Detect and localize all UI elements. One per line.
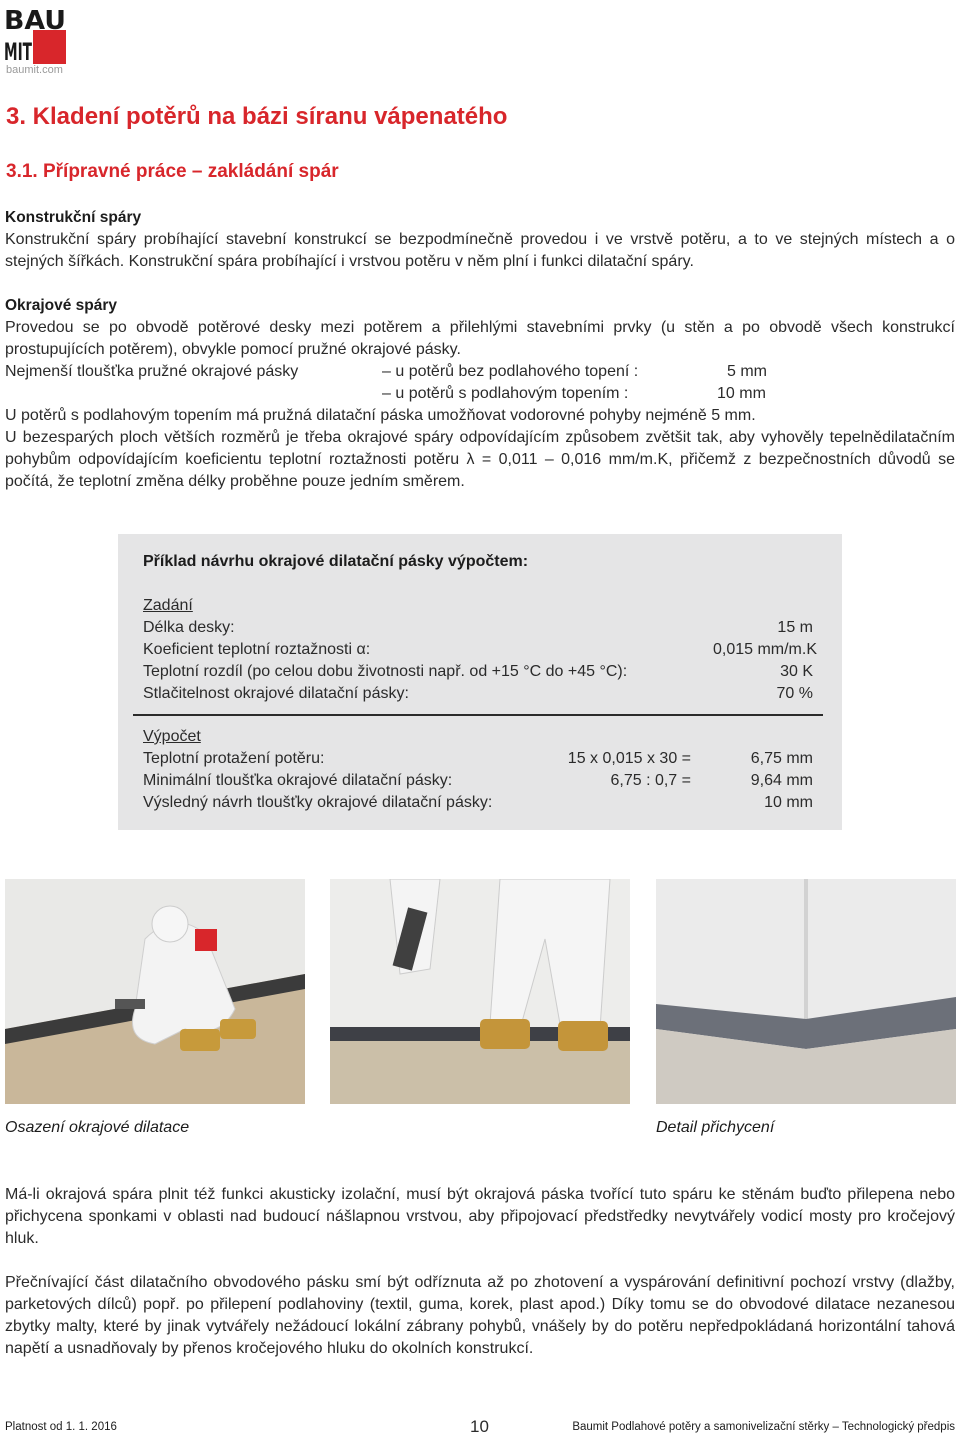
heated-floor-note: U potěrů s podlahovým topením má pružná dilatační páska umožňovat vodorovné pohyby nejméně 5 mm. [5,407,756,424]
baumit-logo [4,2,66,64]
photo-caption: Detail přichycení [656,1119,775,1136]
thickness-case-value: 10 mm [717,385,766,402]
given-row-value: 70 % [776,685,813,702]
thickness-label: Nejmenší tloušťka pružné okrajové pásky [5,363,299,380]
construction-joints-title: Konstrukční spáry [5,209,142,226]
paragraph-text: Má-li okrajová spára plnit též funkci akusticky izolační, musí být okrajová páska tvořící tuto spáru ke stěnám buďto přilepena nebo přichycena sponkami v oblasti nad budoucí nášlapnou vrstvou, aby připojovací předstředky nevytvářely vodicí mosty pro kročejový hluk. [5,1186,955,1247]
given-row-label: Teplotní rozdíl (po celou dobu životnosti např. od +15 °C do +45 °C): [143,663,628,680]
example-title: Příklad návrhu okrajové dilatační pásky výpočtem: [143,553,529,570]
section-heading: 3.1. Přípravné práce – zakládání spár [6,161,339,182]
thickness-case-value: 5 mm [727,363,767,380]
given-row [143,639,817,661]
example-box [118,534,842,830]
calc-heading [143,726,813,748]
construction-joints-text: Konstrukční spáry probíhající stavební konstrukcí se bezpodmínečně provedou i ve vrstvě potěru, a to ve stejných místech a o stejných šířkách. Konstrukční spára probíhající i vrstvou potěru v něm plní i funkci dilatační spáry. [5,231,955,270]
brand-url[interactable]: baumit.com [6,64,63,76]
footer-valid-from: Platnost od 1. 1. 2016 [5,1421,117,1433]
chapter-heading: 3. Kladení potěrů na bázi síranu vápenatého [6,103,508,130]
given-row-label: Koeficient teplotní roztažnosti α: [143,641,371,658]
given-row-value: 15 m [777,619,813,636]
footer-document-title: Baumit Podlahové potěry a samonivelizační stěrky – Technologický předpis [572,1421,955,1433]
edge-joints-text: Provedou se po obvodě potěrové desky mezi potěrem a přilehlými stavebními prvky (u stěn a po obvodě všech konstrukcí prostupujících potěrem), obvykle pomocí pružné okrajové pásky. [5,319,955,358]
calc-label: Výpočet [143,728,201,745]
given-row-label: Stlačitelnost okrajové dilatační pásky: [143,685,409,702]
given-row [143,617,813,639]
section-construction-joints [5,207,955,273]
calc-row-formula: 6,75 : 0,7 = [610,772,691,789]
thickness-case-label: – u potěrů s podlahovým topením : [382,385,629,402]
logo-letters-top: BAU [4,6,66,36]
calc-row [143,792,813,814]
divider [133,714,823,716]
given-row-value: 0,015 mm/m.K [712,641,817,658]
section-edge-joints [5,295,955,493]
calc-row-label: Výsledný návrh tloušťky okrajové dilatační pásky: [143,794,493,811]
calc-row-value: 9,64 mm [750,772,813,789]
given-row [143,661,813,683]
thickness-row-2 [5,383,955,405]
calc-row-value: 6,75 mm [750,750,813,767]
given-row [143,683,813,705]
thickness-case-label: – u potěrů bez podlahového topení : [382,363,639,380]
logo-letters-bottom: MIT [4,38,33,64]
edge-joints-title: Okrajové spáry [5,297,118,314]
photo-installing-edge-strip [5,879,305,1104]
paragraph-text: Přečnívající část dilatačního obvodového pásku smí být odříznuta až po zhotovení a vyspárování definitivní pochozí vrstvy (dlažby, parketových dílců) popř. po přilepení podlahoviny (textil, guma, korek, plast apod.) Díky tomu se do obvodové dilatace nezanesou zbytky malty, které by jinak vytvářely nežádoucí lokální zábrany pohybů, vnášely by do potěru nepředpokládaná horizontální tahová napětí a usnadňovaly by přenos kročejového hluku do okolních konstrukcí. [5,1274,955,1357]
thickness-row-1 [5,361,955,383]
calc-row-value: 10 mm [764,794,813,811]
photo-trimming-edge-strip [330,879,630,1104]
calc-row-formula: 15 x 0,015 x 30 = [567,750,691,767]
given-heading [143,595,813,617]
calc-row [143,770,813,792]
given-row-label: Délka desky: [143,619,235,636]
photo-caption: Osazení okrajové dilatace [5,1119,190,1136]
photo-edge-strip-detail [656,879,956,1104]
calc-row [143,748,813,770]
logo-mark [4,2,66,64]
acoustic-paragraph [5,1184,955,1250]
large-area-note: U bezesparých ploch větších rozměrů je třeba okrajové spáry odpovídajícím způsobem zvětšit tak, aby vyhověly tepelnědilatačním pohybům odpovídajícím koeficientu teplotní roztažnosti potěru λ = 0,011 – 0,016 mm/m.K, přičemž z bezpečnostních důvodů se počítá, že teplotní změna délky proběhne pouze jedním směrem. [5,429,955,490]
given-row-value: 30 K [780,663,813,680]
calc-row-label: Teplotní protažení potěru: [143,750,325,767]
page-number: 10 [470,1417,489,1436]
calc-row-label: Minimální tloušťka okrajové dilatační pásky: [143,772,453,789]
given-label: Zadání [143,597,193,614]
trimming-paragraph [5,1272,955,1360]
